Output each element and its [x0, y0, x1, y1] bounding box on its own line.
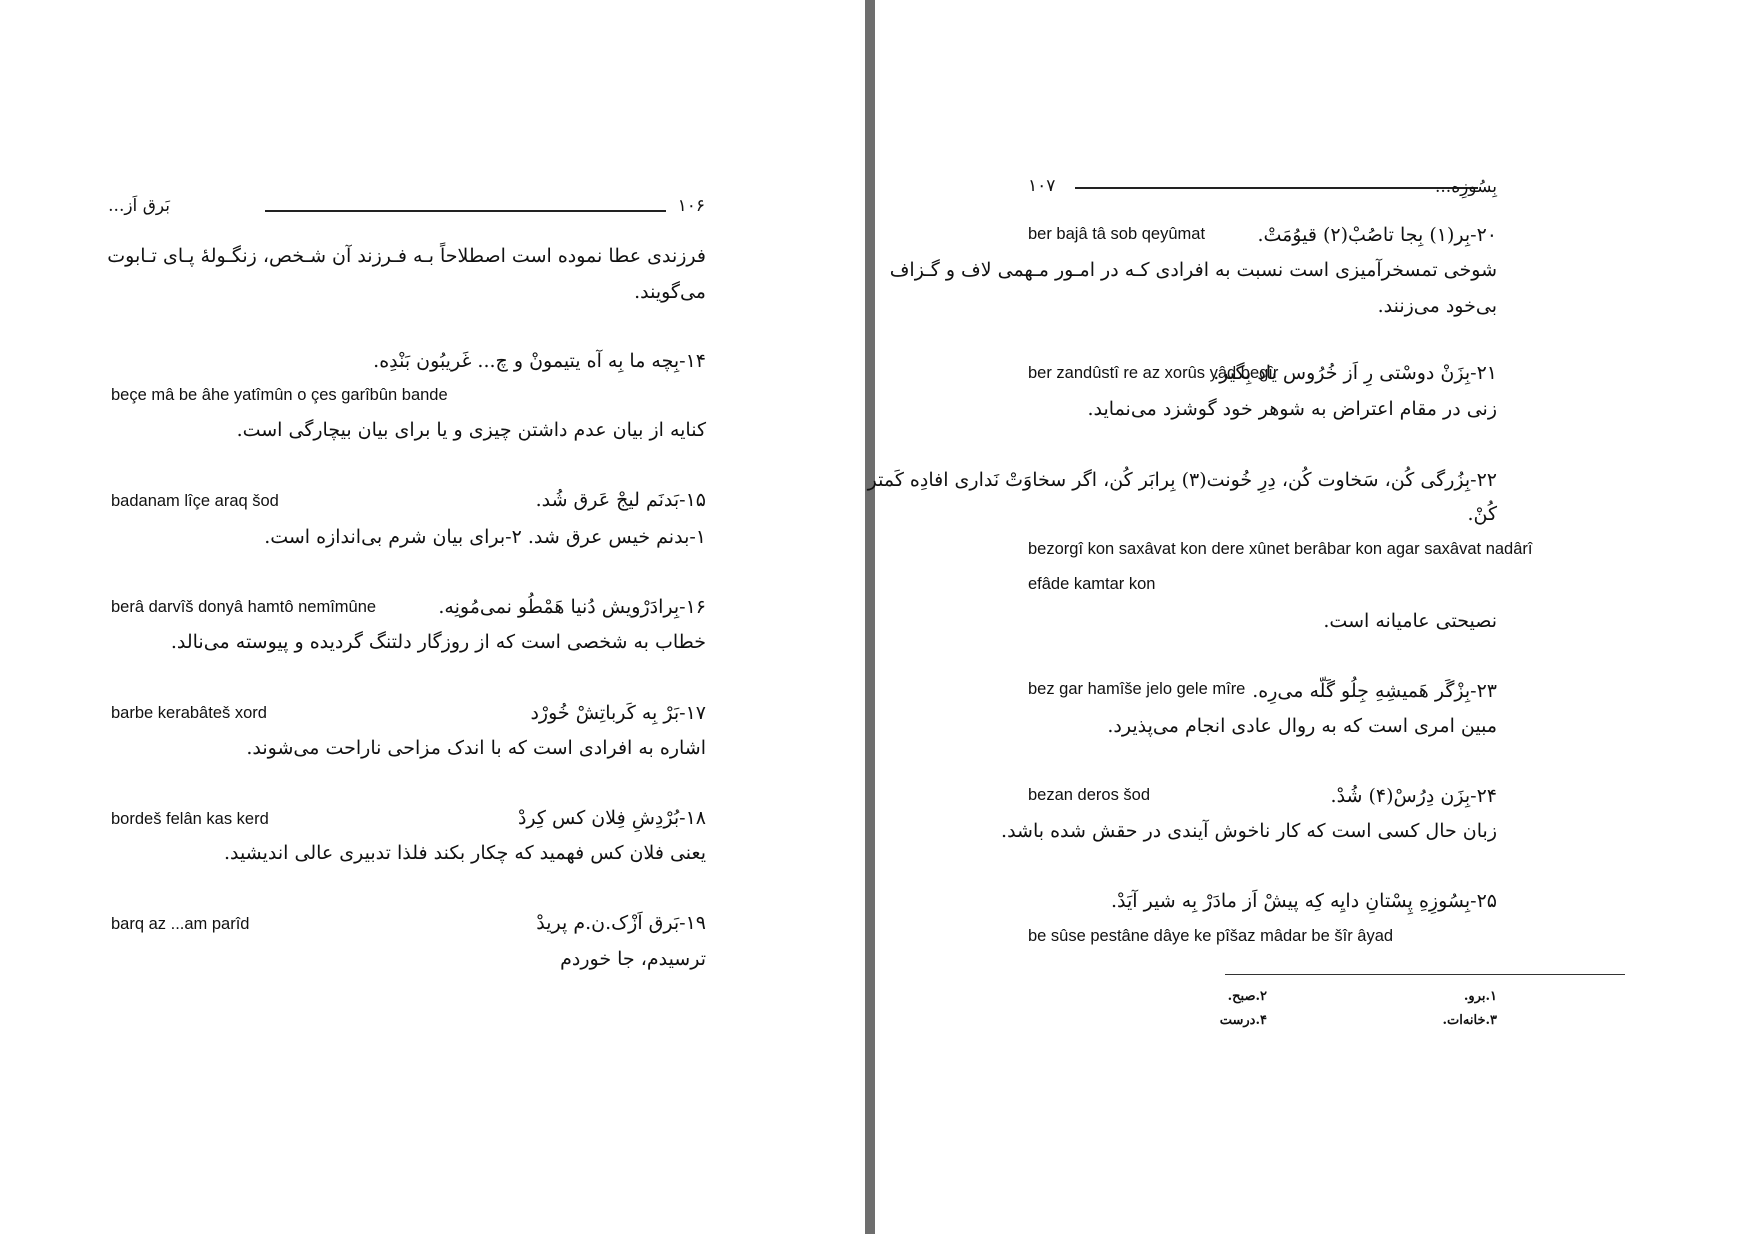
entry-heading: ۱۴-بِچه ما بِه آه یتیمونْ و چ... غَریبُون بَنْدِه.	[373, 350, 706, 372]
header-rule	[265, 210, 666, 212]
entry-transliteration: berâ darvîš donyâ hamtô nemîmûne	[111, 598, 377, 616]
footnote: ۳.خانه‌ات.	[1442, 1013, 1497, 1028]
entry-explanation: مبین امری است که به روال عادی انجام می‌پذیرد.	[1107, 715, 1497, 737]
entry-heading: کُنْ.	[1467, 503, 1497, 525]
entry-explanation: ترسیدم، جا خوردم	[560, 948, 706, 970]
page-number: ۱۰۷	[1028, 176, 1056, 196]
entry-heading: ۲۰-بِر(۱) بِجا تاصُبْ(۲) قیوُمَتْ.	[1257, 224, 1497, 246]
entry-heading: ۱۹-بَرق اَزْ‌ک.ن.م پریدْ	[536, 912, 706, 934]
entry-explanation: شوخی تمسخرآمیزی است نسبت به افرادی کـه در امـور مـهمی لاف و گـزاف	[889, 259, 1497, 281]
entry-explanation: بی‌خود می‌زنند.	[1377, 295, 1497, 317]
entry-explanation: ۱-بدنم خیس عرق شد. ۲-برای بیان شرم بی‌اندازه است.	[264, 526, 706, 548]
entry-heading: ۲۴-بِزَن دِرُسْ(۴) شُدْ.	[1330, 785, 1497, 807]
entry-heading: ۱۷-بَرْ بِه کَرباتِشْ خُورْد	[530, 702, 706, 724]
entry-transliteration: efâde kamtar kon	[1028, 575, 1156, 593]
entry-explanation: اشاره به افرادی است که با اندک مزاحی ناراحت می‌شوند.	[246, 737, 706, 759]
entry-heading: ۲۱-بِزَنْ دوسْتی رِ اَز خُرُوس یاد بِگیر.	[1213, 362, 1497, 384]
page-number: ۱۰۶	[677, 196, 705, 216]
entry-heading: ۱۸-بُرْدِشِ فِلان کس کِردْ	[517, 807, 706, 829]
entry-transliteration: barbe kerabâteš xord	[111, 704, 267, 722]
footnote: ۱.برو.	[1463, 989, 1497, 1004]
entry-explanation: خطاب به شخصی است که از روزگار دلتنگ گردیده و پیوسته می‌نالد.	[170, 631, 706, 653]
entry-transliteration: bez gar hamîše jelo gele mîre	[1028, 680, 1246, 698]
entry-explanation: یعنی فلان کس فهمید که چکار بکند فلذا تدبیری عالی اندیشید.	[223, 842, 706, 864]
header-rule	[1075, 187, 1478, 189]
left-page	[0, 0, 865, 1234]
entry-transliteration: barq az ...am parîd	[111, 915, 250, 933]
entry-explanation: زبان حال کسی است که کار ناخوش آیندی در حقش شده باشد.	[1001, 820, 1497, 842]
entry-explanation: کنایه از بیان عدم داشتن چیزی و یا برای بیان بیچارگی است.	[236, 419, 706, 441]
running-head: بِسُوزِه...	[1434, 177, 1497, 197]
entry-transliteration: beçe mâ be âhe yatîmûn o çes garîbûn bande	[111, 386, 448, 404]
continuation-line: فرزندی عطا نموده است اصطلاحاً بـه فـرزند آن شـخص، زنگـولهٔ پـای تـابوت	[107, 245, 706, 267]
entry-heading: ۲۳-بِزْگَر هَمیشِهِ جِلُو گَلّه می‌رِه.	[1252, 680, 1497, 702]
right-page	[867, 0, 1747, 1234]
entry-transliteration: bezorgî kon saxâvat kon dere xûnet berâbar kon agar saxâvat nadârî	[1028, 540, 1533, 558]
entry-explanation: نصیحتی عامیانه است.	[1323, 610, 1497, 632]
entry-heading: ۲۵-بِسُوزِهِ پِسْتانِ دایِه کِه پیشْ اَز مادَرْ بِه شیر آیَدْ.	[1110, 890, 1497, 912]
running-head: بَرق اَز...	[108, 196, 170, 216]
entry-transliteration: bezan deros šod	[1028, 786, 1151, 804]
footnote: ۴.درست	[1219, 1013, 1267, 1028]
entry-transliteration: ber bajâ tâ sob qeyûmat	[1028, 225, 1206, 243]
footnote-rule	[1225, 974, 1625, 975]
entry-transliteration: bordeš felân kas kerd	[111, 810, 269, 828]
footnote: ۲.صبح.	[1227, 989, 1267, 1004]
continuation-line: می‌گویند.	[634, 281, 706, 303]
entry-heading: ۱۶-بِرادَرْویش دُنیا هَمْطُو نمی‌مُونِه.	[438, 596, 706, 618]
entry-transliteration: be sûse pestâne dâye ke pîšaz mâdar be šîr âyad	[1028, 927, 1394, 945]
entry-heading: ۲۲-بِزُرگی کُن، سَخاوت کُن، دِرِ خُونت(۳) بِرابَر کُن، اگر سخاوَتْ نَداری افادِه کَمتر	[867, 469, 1497, 491]
entry-transliteration: badanam lîçe araq šod	[111, 492, 279, 510]
book-spine	[865, 0, 875, 1234]
entry-transliteration: ber zandûstî re az xorûs yâd begîr	[1028, 364, 1279, 382]
entry-explanation: زنی در مقام اعتراض به شوهر خود گوشزد می‌نماید.	[1087, 398, 1497, 420]
entry-heading: ۱۵-بَدنَم لیجْ عَرق شُد.	[535, 489, 706, 511]
